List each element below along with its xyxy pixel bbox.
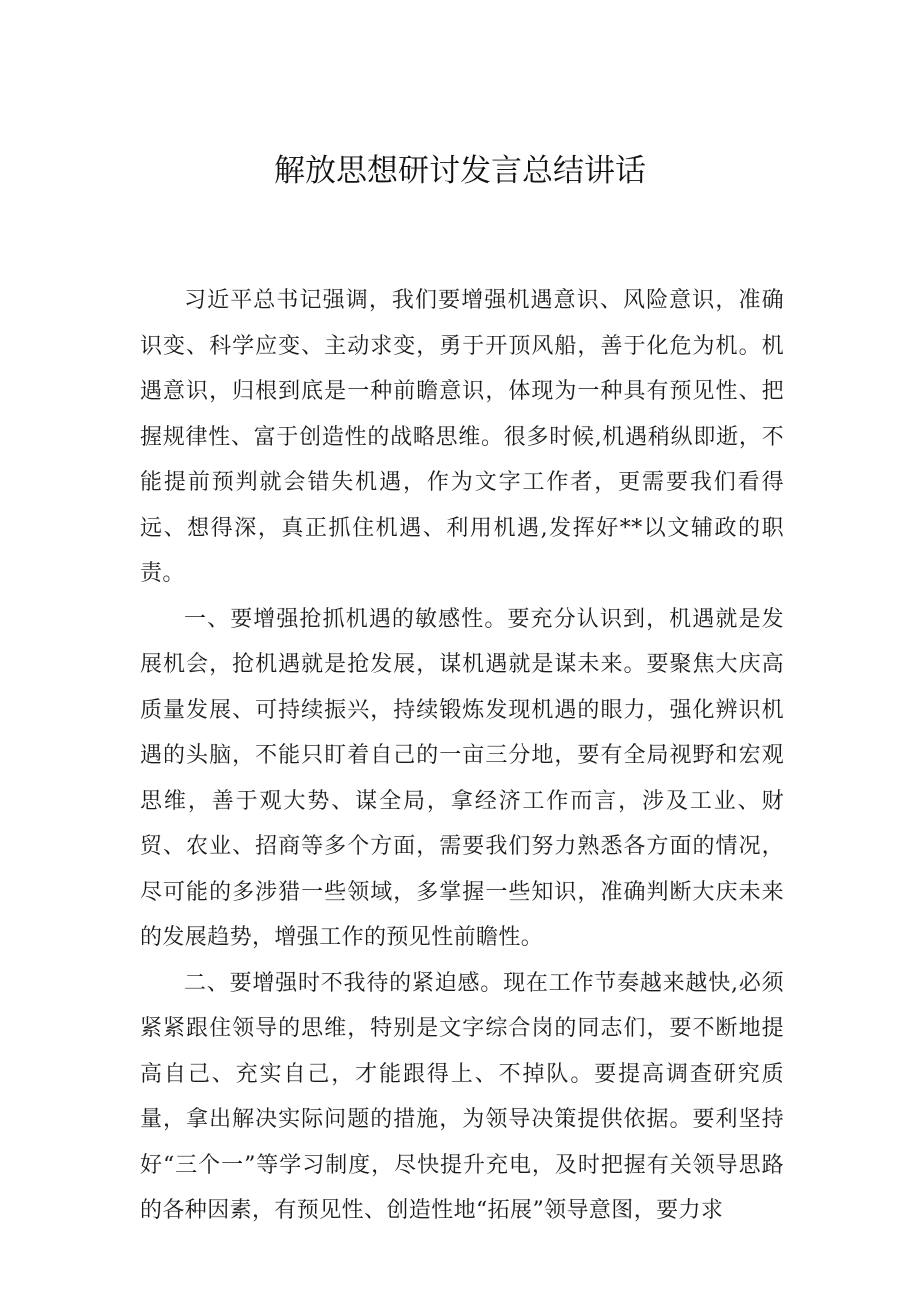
paragraph-section-two: 二、要增强时不我待的紧迫感。现在工作节奏越来越快,必须紧紧跟住领导的思维，特别是文字综合岗的同志们，要不断地提高自己、充实自己，才能跟得上、不掉队。要提高调查研究质量，拿出解决实际问题的措施，为领导决策提供依据。要利坚持好“三个一”等学习制度，尽快提升充电，及时把握有关领导思路的各种因素，有预见性、创造性地“拓展”领导意图，要力求 — [140, 970, 784, 1223]
paragraph-section-one: 一、要增强抢抓机遇的敏感性。要充分认识到，机遇就是发展机会，抢机遇就是抢发展，谋机遇就是谋未来。要聚焦大庆高质量发展、可持续振兴，持续锻炼发现机遇的眼力，强化辨识机遇的头脑，不能只盯着自己的一亩三分地，要有全局视野和宏观思维，善于观大势、谋全局，拿经济工作而言，涉及工业、财贸、农业、招商等多个方面，需要我们努力熟悉各方面的情况，尽可能的多涉猎一些领域，多掌握一些知识，准确判断大庆未来的发展趋势，增强工作的预见性前瞻性。 — [140, 606, 784, 950]
paragraph-intro: 习近平总书记强调，我们要增强机遇意识、风险意识，准确识变、科学应变、主动求变，勇于开顶风船，善于化危为机。机遇意识，归根到底是一种前瞻意识，体现为一种具有预见性、把握规律性、富于创造性的战略思维。很多时候,机遇稍纵即逝，不能提前预判就会错失机遇，作为文字工作者，更需要我们看得远、想得深，真正抓住机遇、利用机遇,发挥好**以文辅政的职责。 — [140, 288, 784, 586]
document-body — [140, 278, 784, 1234]
document-title: 解放思想研讨发言总结讲话 — [274, 152, 646, 189]
